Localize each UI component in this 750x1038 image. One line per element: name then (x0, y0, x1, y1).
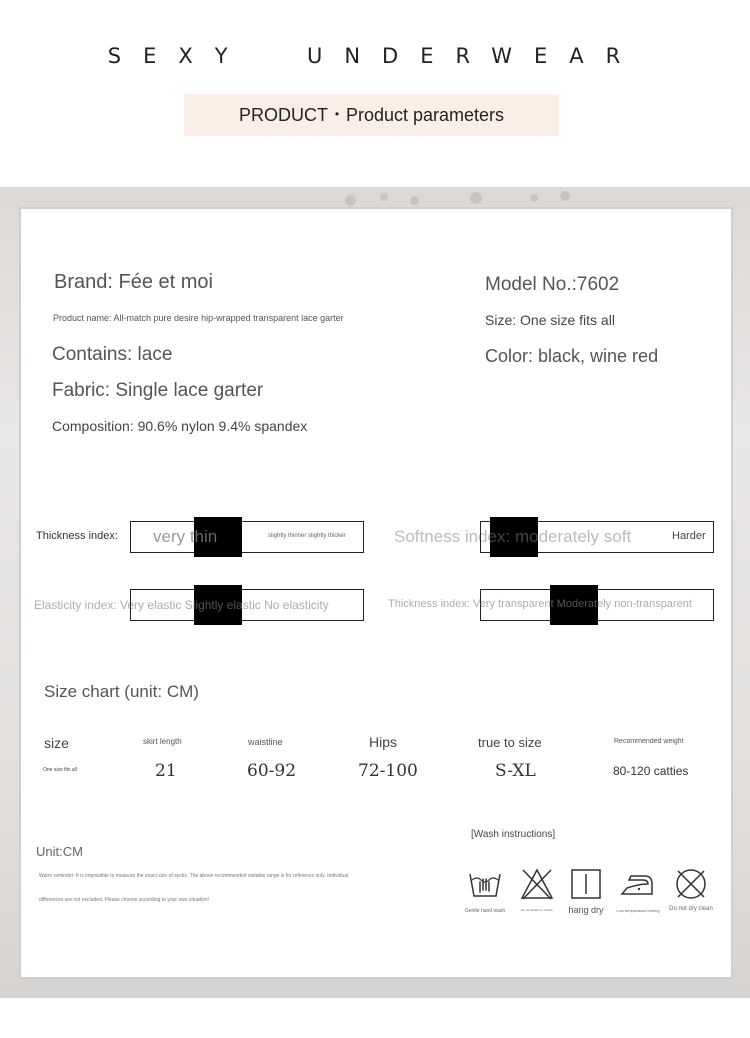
size-chart-cell-true-to-size: S-XL (495, 761, 536, 781)
fabric-text: Fabric: Single lace garter (52, 380, 264, 401)
page-title: SEXY UNDERWEAR (107, 44, 643, 68)
product-name-text: Product name: All-match pure desire hip-wrapped transparent lace garter (53, 313, 344, 323)
hand-wash-label: Gentle hand wash (464, 908, 506, 914)
thickness-other-options: slightly thinner slightly thicker (268, 533, 346, 539)
transparency-index-label: Thickness index: Very transparent Moderately non-transparent (388, 598, 692, 610)
softness-right-label: Harder (672, 530, 706, 542)
size-chart-header-true-to-size: true to size (478, 735, 542, 750)
do-not-bleach-icon (519, 866, 555, 902)
color-text: Color: black, wine red (485, 346, 659, 366)
softness-index-label: Softness index: moderately soft (394, 527, 632, 546)
unit-label: Unit:CM (36, 844, 83, 859)
model-number-text: Model No.:7602 (485, 274, 620, 295)
hand-wash-icon (467, 866, 503, 902)
section-banner: PRODUCT・Product parameters (184, 94, 559, 136)
size-chart-header-hips: Hips (369, 734, 398, 750)
size-chart-title: Size chart (unit: CM) (44, 682, 199, 701)
size-chart-cell-hips: 72-100 (358, 761, 418, 781)
do-not-dry-clean-icon (673, 866, 709, 902)
hang-dry-label: hang dry (568, 905, 604, 915)
warm-reminder-line1: Warm reminder: It is impossible to measure the exact size of socks. The above recommended suitable range is for reference only. Individual (39, 873, 349, 879)
brand-text: Brand: Fée et moi (54, 271, 213, 293)
size-chart-cell-size: One size fits all (43, 767, 77, 773)
size-text: Size: One size fits all (485, 312, 615, 328)
elasticity-index-label: Elasticity index: Very elastic Slightly elastic No elasticity (34, 598, 329, 612)
hang-dry-icon (568, 866, 604, 902)
thickness-index-label: Thickness index: (36, 530, 118, 542)
warm-reminder-line2: differences are not excluded. Please choose according to your own situation! (39, 897, 210, 903)
size-chart-cell-waistline: 60-92 (247, 761, 297, 781)
do-not-dry-clean-label: Do not dry clean (669, 906, 713, 912)
composition-text: Composition: 90.6% nylon 9.4% spandex (52, 418, 308, 434)
size-chart-cell-skirt-length: 21 (155, 761, 177, 781)
contains-text: Contains: lace (52, 344, 173, 365)
size-chart-cell-weight: 80-120 catties (613, 764, 689, 778)
wash-instructions-title: [Wash instructions] (471, 829, 556, 840)
do-not-bleach-label: Do not bleach or tumble (521, 908, 553, 912)
size-chart-header-waistline: waistline (248, 737, 283, 747)
size-chart-header-weight: Recommended weight (614, 738, 684, 745)
size-chart-header-size: size (44, 735, 69, 751)
size-chart-header-skirt-length: skirt length (143, 737, 182, 746)
thickness-selected: very thin (153, 527, 218, 546)
low-temperature-ironing-icon (619, 866, 655, 902)
low-temperature-ironing-label: Low temperature ironing (616, 908, 660, 913)
